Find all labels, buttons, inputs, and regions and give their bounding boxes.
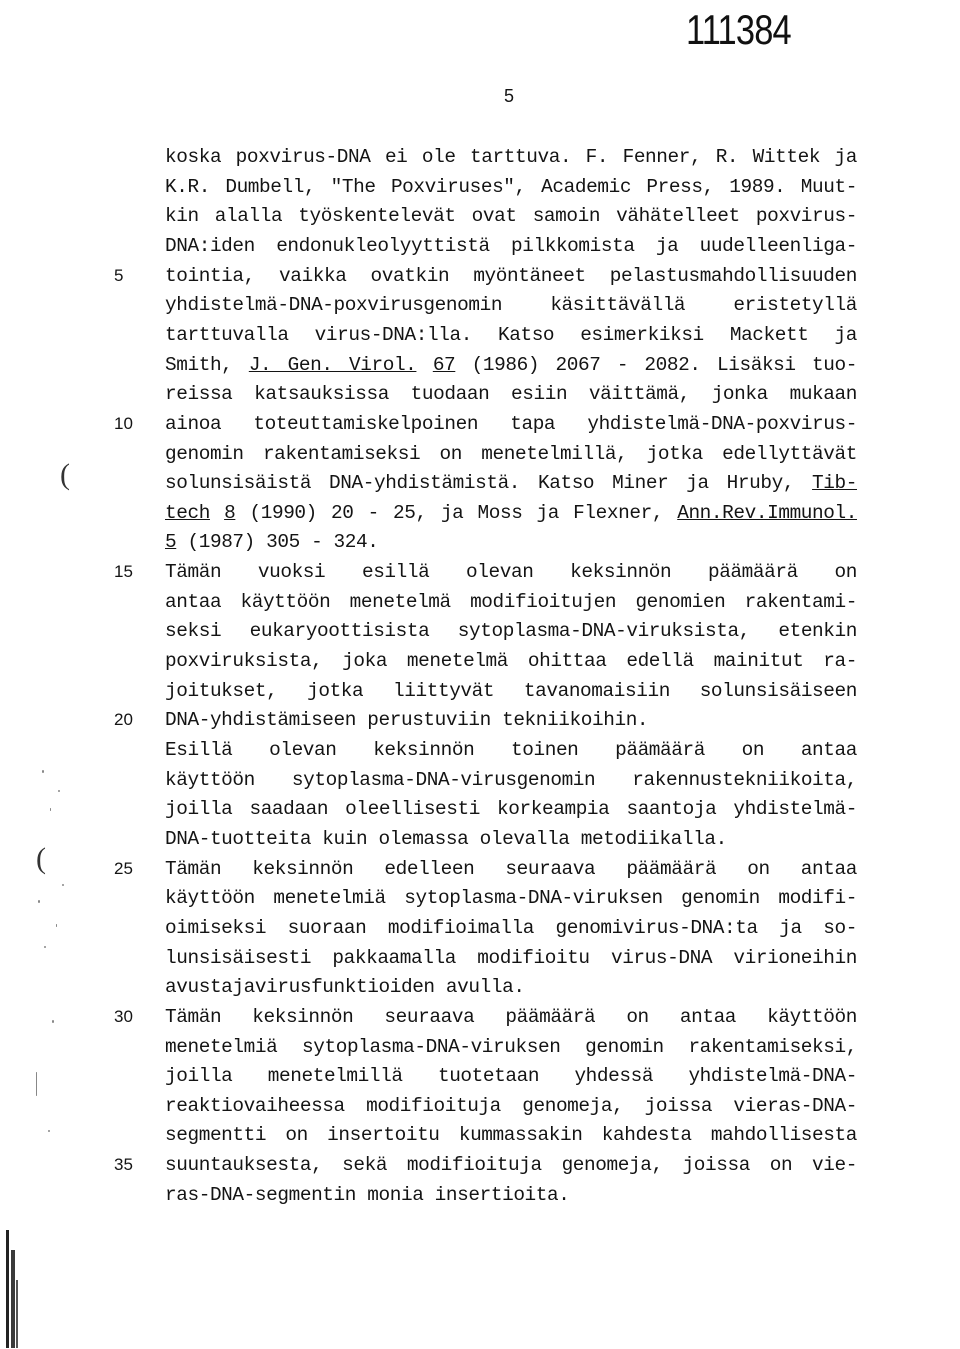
text-line: yhdistelmä-DNA-poxvirusgenomin käsittävällä eristetyllä [165, 294, 857, 316]
text-line: koska poxvirus-DNA ei ole tarttuva. F. Fenner, R. Wittek ja [165, 146, 857, 168]
text-segment: 67 [432, 354, 456, 376]
text-segment: (1990) 20 - 25, ja Moss ja Flexner, [235, 502, 678, 524]
text-line: reaktiovaiheessa modifioituja genomeja, joissa vieras-DNA- [165, 1095, 857, 1117]
text-line: Esillä olevan keksinnön toinen päämäärä on antaa [165, 739, 857, 761]
text-line: kin alalla työskentelevät ovat samoin vähätelleet poxvirus- [165, 205, 857, 227]
text-line [165, 531, 379, 553]
text-line: K.R. Dumbell, "The Poxviruses", Academic Press, 1989. Muut- [165, 176, 857, 198]
text-line: Tämän keksinnön seuraava päämäärä on antaa käyttöön [165, 1006, 857, 1028]
text-line: suuntauksesta, sekä modifioituja genomeja, joissa on vie- [165, 1154, 857, 1176]
text-line: käyttöön menetelmiä sytoplasma-DNA-viruksen genomin modifi- [165, 887, 857, 909]
line-number: 25 [114, 859, 133, 878]
text-segment: solunsisäistä DNA-yhdistämistä. Katso Miner ja Hruby, [165, 472, 813, 494]
line-number: 30 [114, 1007, 133, 1026]
text-segment: 8 [224, 502, 236, 524]
text-line: DNA-yhdistämiseen perustuviin tekniikoihin. [165, 709, 649, 731]
margin-paren-mark: ( [60, 458, 70, 491]
text-line: Tämän keksinnön edelleen seuraava päämäärä on antaa [165, 858, 857, 880]
text-segment: Smith, [165, 354, 249, 376]
binding-edge-mark [4, 1230, 20, 1348]
text-line: ras-DNA-segmentin monia insertioita. [165, 1184, 570, 1206]
document-number: 111384 [686, 6, 791, 53]
text-segment [416, 354, 432, 376]
text-line: antaa käyttöön menetelmä modifioitujen genomien rakentami- [165, 591, 857, 613]
text-segment: J. Gen. Virol. [248, 354, 417, 376]
text-segment: 5 [165, 531, 177, 553]
line-number: 10 [114, 414, 133, 433]
text-segment: Ann.Rev.Immunol. [677, 502, 857, 524]
text-line [165, 502, 857, 524]
text-line: avustajavirusfunktioiden avulla. [165, 976, 525, 998]
text-line: tarttuvalla virus-DNA:lla. Katso esimerkiksi Mackett ja [165, 324, 857, 346]
text-line: DNA-tuotteita kuin olemassa olevalla metodiikalla. [165, 828, 727, 850]
line-number: 5 [114, 266, 124, 285]
margin-paren-mark: ( [36, 842, 46, 875]
text-line: joilla saadaan oleellisesti korkeampia saantoja yhdistelmä- [165, 798, 857, 820]
text-segment [210, 502, 224, 524]
text-line [165, 472, 857, 494]
text-line: joilla menetelmillä tuotetaan yhdessä yhdistelmä-DNA- [165, 1065, 857, 1087]
text-line: menetelmiä sytoplasma-DNA-viruksen genomin rakentamiseksi, [165, 1036, 857, 1058]
text-line: Tämän vuoksi esillä olevan keksinnön päämäärä on [165, 561, 857, 583]
text-line [165, 354, 857, 376]
text-line: tointia, vaikka ovatkin myöntäneet pelastusmahdollisuuden [165, 265, 857, 287]
text-line: poxviruksista, joka menetelmä ohittaa edellä mainitut ra- [165, 650, 857, 672]
line-number: 20 [114, 710, 133, 729]
text-line: lunsisäisesti pakkaamalla modifioitu virus-DNA virioneihin [165, 947, 857, 969]
text-line: joitukset, jotka liittyvät tavanomaisiin solunsisäiseen [165, 680, 857, 702]
text-line: oimiseksi suoraan modifioimalla genomivirus-DNA:ta ja so- [165, 917, 857, 939]
text-line: käyttöön sytoplasma-DNA-virusgenomin rakennustekniikoita, [165, 769, 857, 791]
line-number: 35 [114, 1155, 133, 1174]
text-segment: tech [165, 502, 210, 524]
text-line: reissa katsauksissa tuodaan esiin väittämä, jonka mukaan [165, 383, 857, 405]
line-number: 15 [114, 562, 133, 581]
text-line: seksi eukaryoottisista sytoplasma-DNA-viruksista, etenkin [165, 620, 857, 642]
text-segment: Tib- [812, 472, 857, 494]
text-line: DNA:iden endonukleolyyttistä pilkkomista ja uudelleenliga- [165, 235, 857, 257]
text-line: segmentti on insertoitu kummassakin kahdesta mahdollisesta [165, 1124, 857, 1146]
text-line: ainoa toteuttamiskelpoinen tapa yhdistelmä-DNA-poxvirus- [165, 413, 857, 435]
text-segment: (1986) 2067 - 2082. Lisäksi tuo- [455, 354, 857, 376]
text-segment: (1987) 305 - 324. [176, 531, 379, 553]
page-number: 5 [504, 86, 515, 106]
text-line: genomin rakentamiseksi on menetelmillä, jotka edellyttävät [165, 443, 857, 465]
